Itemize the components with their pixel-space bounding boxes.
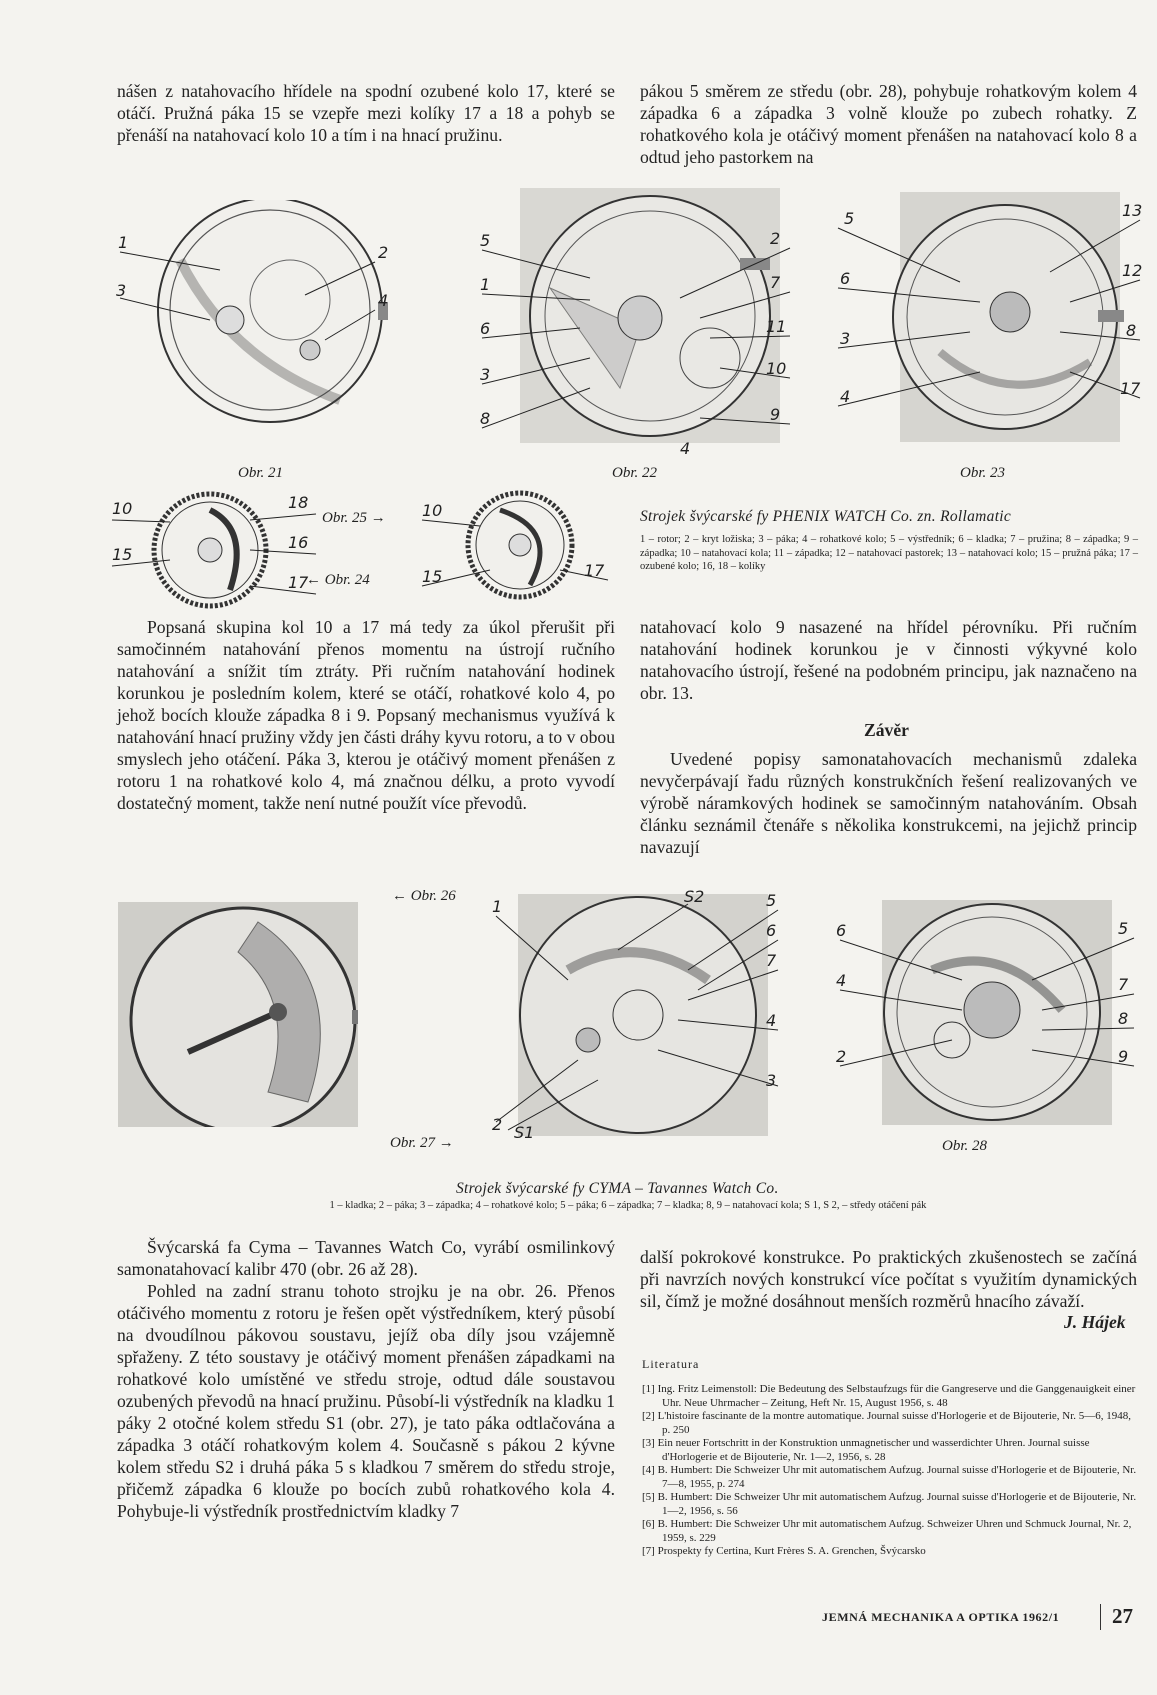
callout: 15 <box>422 567 443 586</box>
callout: 4 <box>836 971 847 990</box>
reference-item: [3] Ein neuer Fortschritt in der Konstruktion unmagnetischer und wasserdichter Uhren. Journal suisse d'Horlogerie et de Bijouterie, Nr. 1—2, 1956, s. 28 <box>642 1437 1090 1463</box>
reference-item: [2] L'histoire fascinante de la montre automatique. Journal suisse d'Horlogerie et de Bijouterie, Nr. 5—6, 1948, p. 250 <box>642 1410 1132 1436</box>
text-bottom-left: Švýcarská fa Cyma – Tavannes Watch Co, vyrábí osmilinkový samonatahovací kalibr 470 (obr. 26 až 28). Pohled na zadní stranu tohoto strojku je na obr. 26. Přenos otáčivého momentu z rotoru je řešen opět výstředníkem, který působí na dvoudílnou pákovou soustavu, jejíž oba díly jsou vzájemně spřaženy. Z této soustavy je otáčivý moment přenášen západkami na rohatkové kolo umístěné ve středu stroje, odtud dále soustavou ozubených převodů na hnací pružinu. Působí-li výstředník na kladku 1 páky 2 otočné kolem středu S1 (obr. 27), je tato páka odtlačována a západka 3 otáčí rohatkovým kolem 4. Současně s pákou 2 kývne kolem středu S2 i druhá páka 5 s kladkou 7 směrem do středu stroje, přičemž západka 6 klouže po bocích zubů rohatkového kola 4. Pohybuje-li výstředník prostřednictvím kladky 7 <box>117 1237 615 1521</box>
figure-25-label: Obr. 25 → <box>322 510 386 526</box>
callout: 16 <box>288 533 309 552</box>
text-top-right: pákou 5 směrem ze středu (obr. 28), pohybuje rohatkovým kolem 4 západka 6 a západka 3 volně klouže po zubech rohatky. Z rohatkového kola je otáčivý moment přenášen na natahovací kolo 8 a odtud jeho pastorkem na <box>640 81 1137 167</box>
callout: 5 <box>1118 919 1129 938</box>
callout: 7 <box>1118 975 1129 994</box>
callout: 5 <box>480 231 491 250</box>
callout: 4 <box>378 291 389 310</box>
callout: 3 <box>766 1071 777 1090</box>
figure-21 <box>110 200 410 440</box>
page-number: 27 <box>1112 1604 1133 1628</box>
callout: 9 <box>770 405 781 424</box>
text-conclusion: Uvedené popisy samonatahovacích mechanismů zdaleka nevyčerpávají řadu různých konstrukčních řešení realizovaných ve výrobě náramkových hodinek se samočinným natahováním. Obsah článku seznámil čtenáře s několika konstrukcemi, na jejichž princip navazují <box>640 749 1137 857</box>
callout: 1 <box>480 275 491 294</box>
callout: 4 <box>680 439 691 458</box>
text-mid-left: Popsaná skupina kol 10 a 17 má tedy za úkol přerušit při samočinném natahování přenos momentu na ústrojí ručního natahování a snížit tím ztráty. Při ručním natahování hodinek korunkou je posledním kolem, které se otáčí, rohatkové kolo 4, po jehož bocích klouže západka 8 i 9. Popsaný mechanismus využívá k natahování hnací pružiny vždy jen části dráhy kyvu rotoru, a to v obou smyslech jeho otáčení. Páka 3, kterou je otáčivý moment přenášen z rotoru 1 na rohatkové kolo 4, má značnou délku, a proto vyvodí dostatečný moment, takže není nutné použít více převodů. <box>117 617 615 813</box>
callout: 12 <box>1122 261 1143 280</box>
figure-27-label: Obr. 27 → <box>390 1135 454 1151</box>
footer-separator <box>1100 1604 1101 1630</box>
callout: 11 <box>766 317 787 336</box>
callout: 4 <box>840 387 851 406</box>
callout: 6 <box>836 921 847 940</box>
figure-25 <box>110 490 320 610</box>
literature-title: Literatura <box>642 1357 700 1371</box>
callout: 10 <box>112 499 133 518</box>
callout: 3 <box>116 281 127 300</box>
reference-item: [4] B. Humbert: Die Schweizer Uhr mit automatischem Aufzug. Journal suisse d'Horlogerie et de Bijouterie, Nr. 7—8, 1955, p. 274 <box>642 1464 1137 1490</box>
callout: 6 <box>840 269 851 288</box>
figure-28 <box>832 900 1142 1130</box>
callout: 2 <box>492 1115 503 1134</box>
figure-26 <box>118 902 358 1127</box>
callout: 15 <box>112 545 133 564</box>
callout: 18 <box>288 493 309 512</box>
callout: 6 <box>480 319 491 338</box>
callout: 9 <box>1118 1047 1129 1066</box>
callout: S2 <box>684 890 705 906</box>
cyma-caption-text: 1 – kladka; 2 – páka; 3 – západka; 4 – rohatkové kolo; 5 – páka; 6 – západka; 7 – kladka; 8, 9 – natahovací kola; S 1, S 2, – středy otáčení pák <box>329 1200 927 1211</box>
callout: 6 <box>766 921 777 940</box>
callout: 10 <box>422 501 443 520</box>
reference-item: [1] Ing. Fritz Leimenstoll: Die Bedeutung des Selbstaufzugs für die Gangreserve und die Ganggenauigkeit einer Uhr. Neue Uhrmacher – Zeitung, Heft Nr. 15, August 1956, s. 48 <box>642 1383 1136 1409</box>
callout: 17 <box>584 561 605 580</box>
callout: 17 <box>1120 379 1141 398</box>
reference-list <box>642 1383 1138 1559</box>
callout: 8 <box>1118 1009 1129 1028</box>
figure-22 <box>470 188 800 458</box>
figure-28-label: Obr. 28 <box>942 1138 988 1154</box>
figure-24 <box>420 490 610 600</box>
phenix-caption-title: Strojek švýcarské fy PHENIX WATCH Co. zn. Rollamatic <box>640 508 1012 525</box>
callout: 1 <box>492 897 503 916</box>
text-bottom-right: další pokrokové konstrukce. Po praktických zkušenostech se začíná při navrzích nových konstrukcí více počítat s využitím dynamických sil, čímž je možné dosáhnout menších rozměrů hnacího závaží. <box>640 1247 1137 1311</box>
text-top-left: nášen z natahovacího hřídele na spodní ozubené kolo 17, které se otáčí. Pružná páka 15 se vzepře mezi kolíky 17 a 18 a pohyb se přenáší na natahovací kolo 10 a tím i na hnací pružinu. <box>117 81 615 145</box>
figure-23 <box>830 192 1150 457</box>
callout: 8 <box>480 409 491 428</box>
phenix-caption-text: 1 – rotor; 2 – kryt ložiska; 3 – páka; 4 – rohatkové kolo; 5 – výstředník; 6 – kladka; 7 – pružina; 8 – západka; 9 – západka; 10 – natahovací kola; 11 – západka; 12 – natahovací pastorek; 13 – natahovací kolo; 15 – pružná páka; 17 – ozubené kolo; 16, 18 – kolíky <box>640 534 1138 572</box>
movement-outline <box>158 200 382 422</box>
figure-23-label: Obr. 23 <box>960 465 1006 481</box>
figure-22-label: Obr. 22 <box>612 465 658 481</box>
callout: 17 <box>288 573 309 592</box>
reference-item: [7] Prospekty fy Certina, Kurt Frères S. A. Grenchen, Švýcarsko <box>642 1545 926 1557</box>
callout: 13 <box>1122 201 1143 220</box>
callout: 8 <box>1126 321 1137 340</box>
callout: 1 <box>118 233 129 252</box>
callout: 4 <box>766 1011 777 1030</box>
callout: 2 <box>770 229 781 248</box>
reference-item: [6] B. Humbert: Die Schweizer Uhr mit automatischem Aufzug. Schweizer Uhren und Schmuck Journal, Nr. 2, 1959, s. 229 <box>642 1518 1132 1544</box>
callout: 2 <box>836 1047 847 1066</box>
text-mid-right: natahovací kolo 9 nasazené na hřídel pérovníku. Při ručním natahování hodinek korunkou je v činnosti výkyvné kolo natahovacího ústrojí, řešené na podobném principu, jak naznačeno na obr. 13. <box>640 617 1137 703</box>
callout: 5 <box>766 891 777 910</box>
section-heading: Závěr <box>864 720 909 740</box>
journal-footer: JEMNÁ MECHANIKA A OPTIKA 1962/1 <box>822 1610 1060 1624</box>
cyma-caption-title: Strojek švýcarské fy CYMA – Tavannes Watch Co. <box>456 1180 779 1197</box>
callout: S1 <box>514 1123 535 1140</box>
figure-24-label: ← Obr. 24 <box>306 572 370 588</box>
callout: 3 <box>480 365 491 384</box>
reference-item: [5] B. Humbert: Die Schweizer Uhr mit automatischem Aufzug. Journal suisse d'Horlogerie et de Bijouterie, Nr. 1—2, 1956, s. 56 <box>642 1491 1137 1517</box>
figure-26-label: ← Obr. 26 <box>392 888 456 904</box>
figure-21-label: Obr. 21 <box>238 465 284 481</box>
callout: 3 <box>840 329 851 348</box>
callout: 2 <box>378 243 389 262</box>
callout: 7 <box>766 951 777 970</box>
author-signature: J. Hájek <box>1064 1312 1126 1332</box>
callout: 10 <box>766 359 787 378</box>
figure-27 <box>488 890 788 1140</box>
callout: 5 <box>844 209 855 228</box>
callout: 7 <box>770 273 781 292</box>
